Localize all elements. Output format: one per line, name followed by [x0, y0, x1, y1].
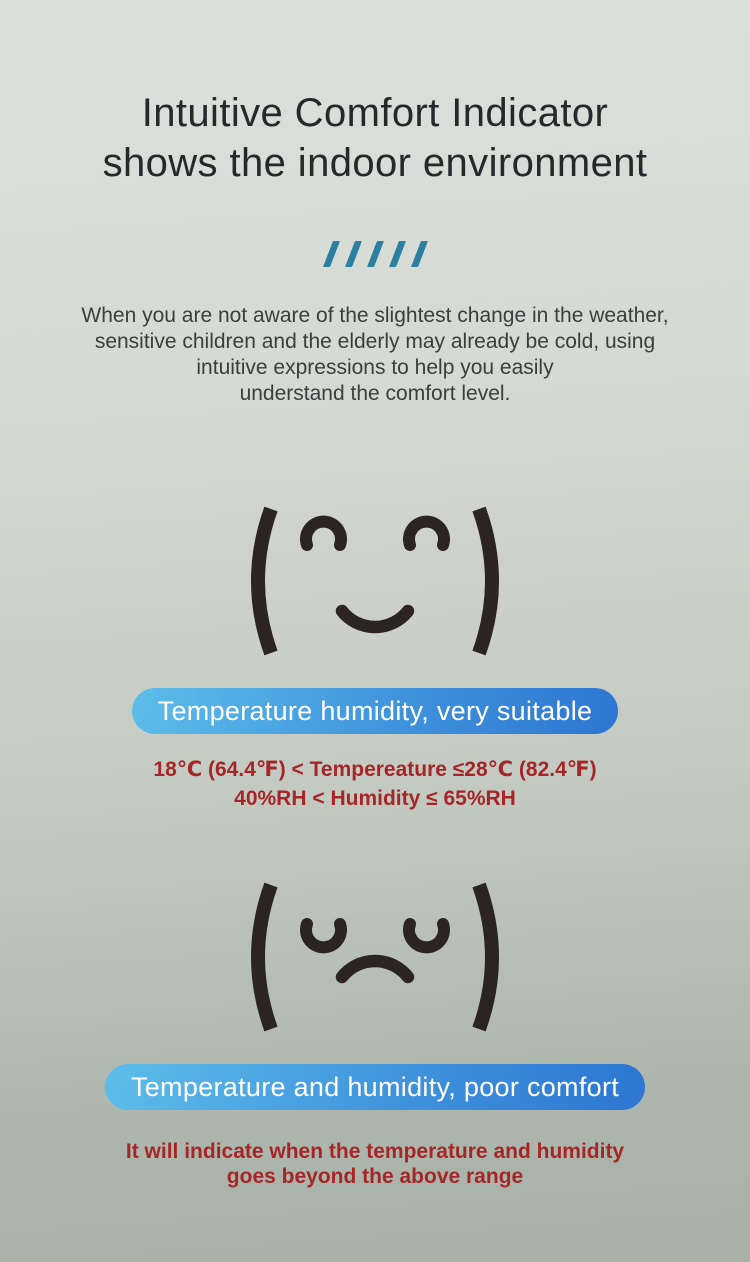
happy-right-eye	[409, 522, 444, 545]
slash-icon	[323, 241, 340, 267]
page-title-line-1: Intuitive Comfort Indicator	[141, 91, 609, 135]
intro-line: sensitive children and the elderly may already be cold, using	[94, 330, 656, 353]
left-parenthesis	[258, 885, 271, 1029]
page-title-line-2: shows the indoor environment	[102, 141, 648, 185]
note-line: It will indicate when the temperature and humidity	[125, 1140, 625, 1163]
smile-mouth	[342, 611, 408, 627]
sad-right-eye	[409, 924, 444, 947]
intro-line: When you are not aware of the slightest change in the weather,	[81, 304, 669, 327]
decorative-slashes-icon	[328, 241, 423, 267]
slash-icon	[345, 241, 362, 267]
sad-left-eye	[306, 924, 341, 947]
right-parenthesis	[479, 885, 492, 1029]
comfort-range-text	[153, 755, 596, 813]
note-line: goes beyond the above range	[226, 1165, 524, 1188]
slash-icon	[411, 241, 428, 267]
happy-face-icon	[235, 501, 515, 661]
intro-line: intuitive expressions to help you easily	[196, 356, 554, 379]
page-title	[103, 88, 648, 188]
happy-left-eye	[306, 522, 341, 545]
temperature-range-line: 18℃ (64.4℉) < Tempereature ≤28℃ (82.4℉)	[153, 758, 597, 781]
left-parenthesis	[258, 509, 271, 653]
right-parenthesis	[479, 509, 492, 653]
intro-line: understand the comfort level.	[239, 382, 511, 405]
out-of-range-note	[126, 1139, 624, 1189]
comfort-poor-section	[0, 813, 750, 1189]
intro-text	[81, 303, 668, 407]
comfort-poor-badge	[105, 1064, 645, 1110]
comfort-poor-badge-label: Temperature and humidity, poor comfort	[130, 1071, 620, 1102]
frown-mouth	[342, 961, 408, 977]
slash-icon	[389, 241, 406, 267]
comfort-good-badge-label: Temperature humidity, very suitable	[157, 695, 593, 726]
humidity-range-line: 40%RH < Humidity ≤ 65%RH	[234, 787, 516, 810]
slash-icon	[367, 241, 384, 267]
comfort-good-badge	[132, 688, 619, 734]
sad-face-icon	[235, 877, 515, 1037]
comfort-good-section	[0, 407, 750, 813]
